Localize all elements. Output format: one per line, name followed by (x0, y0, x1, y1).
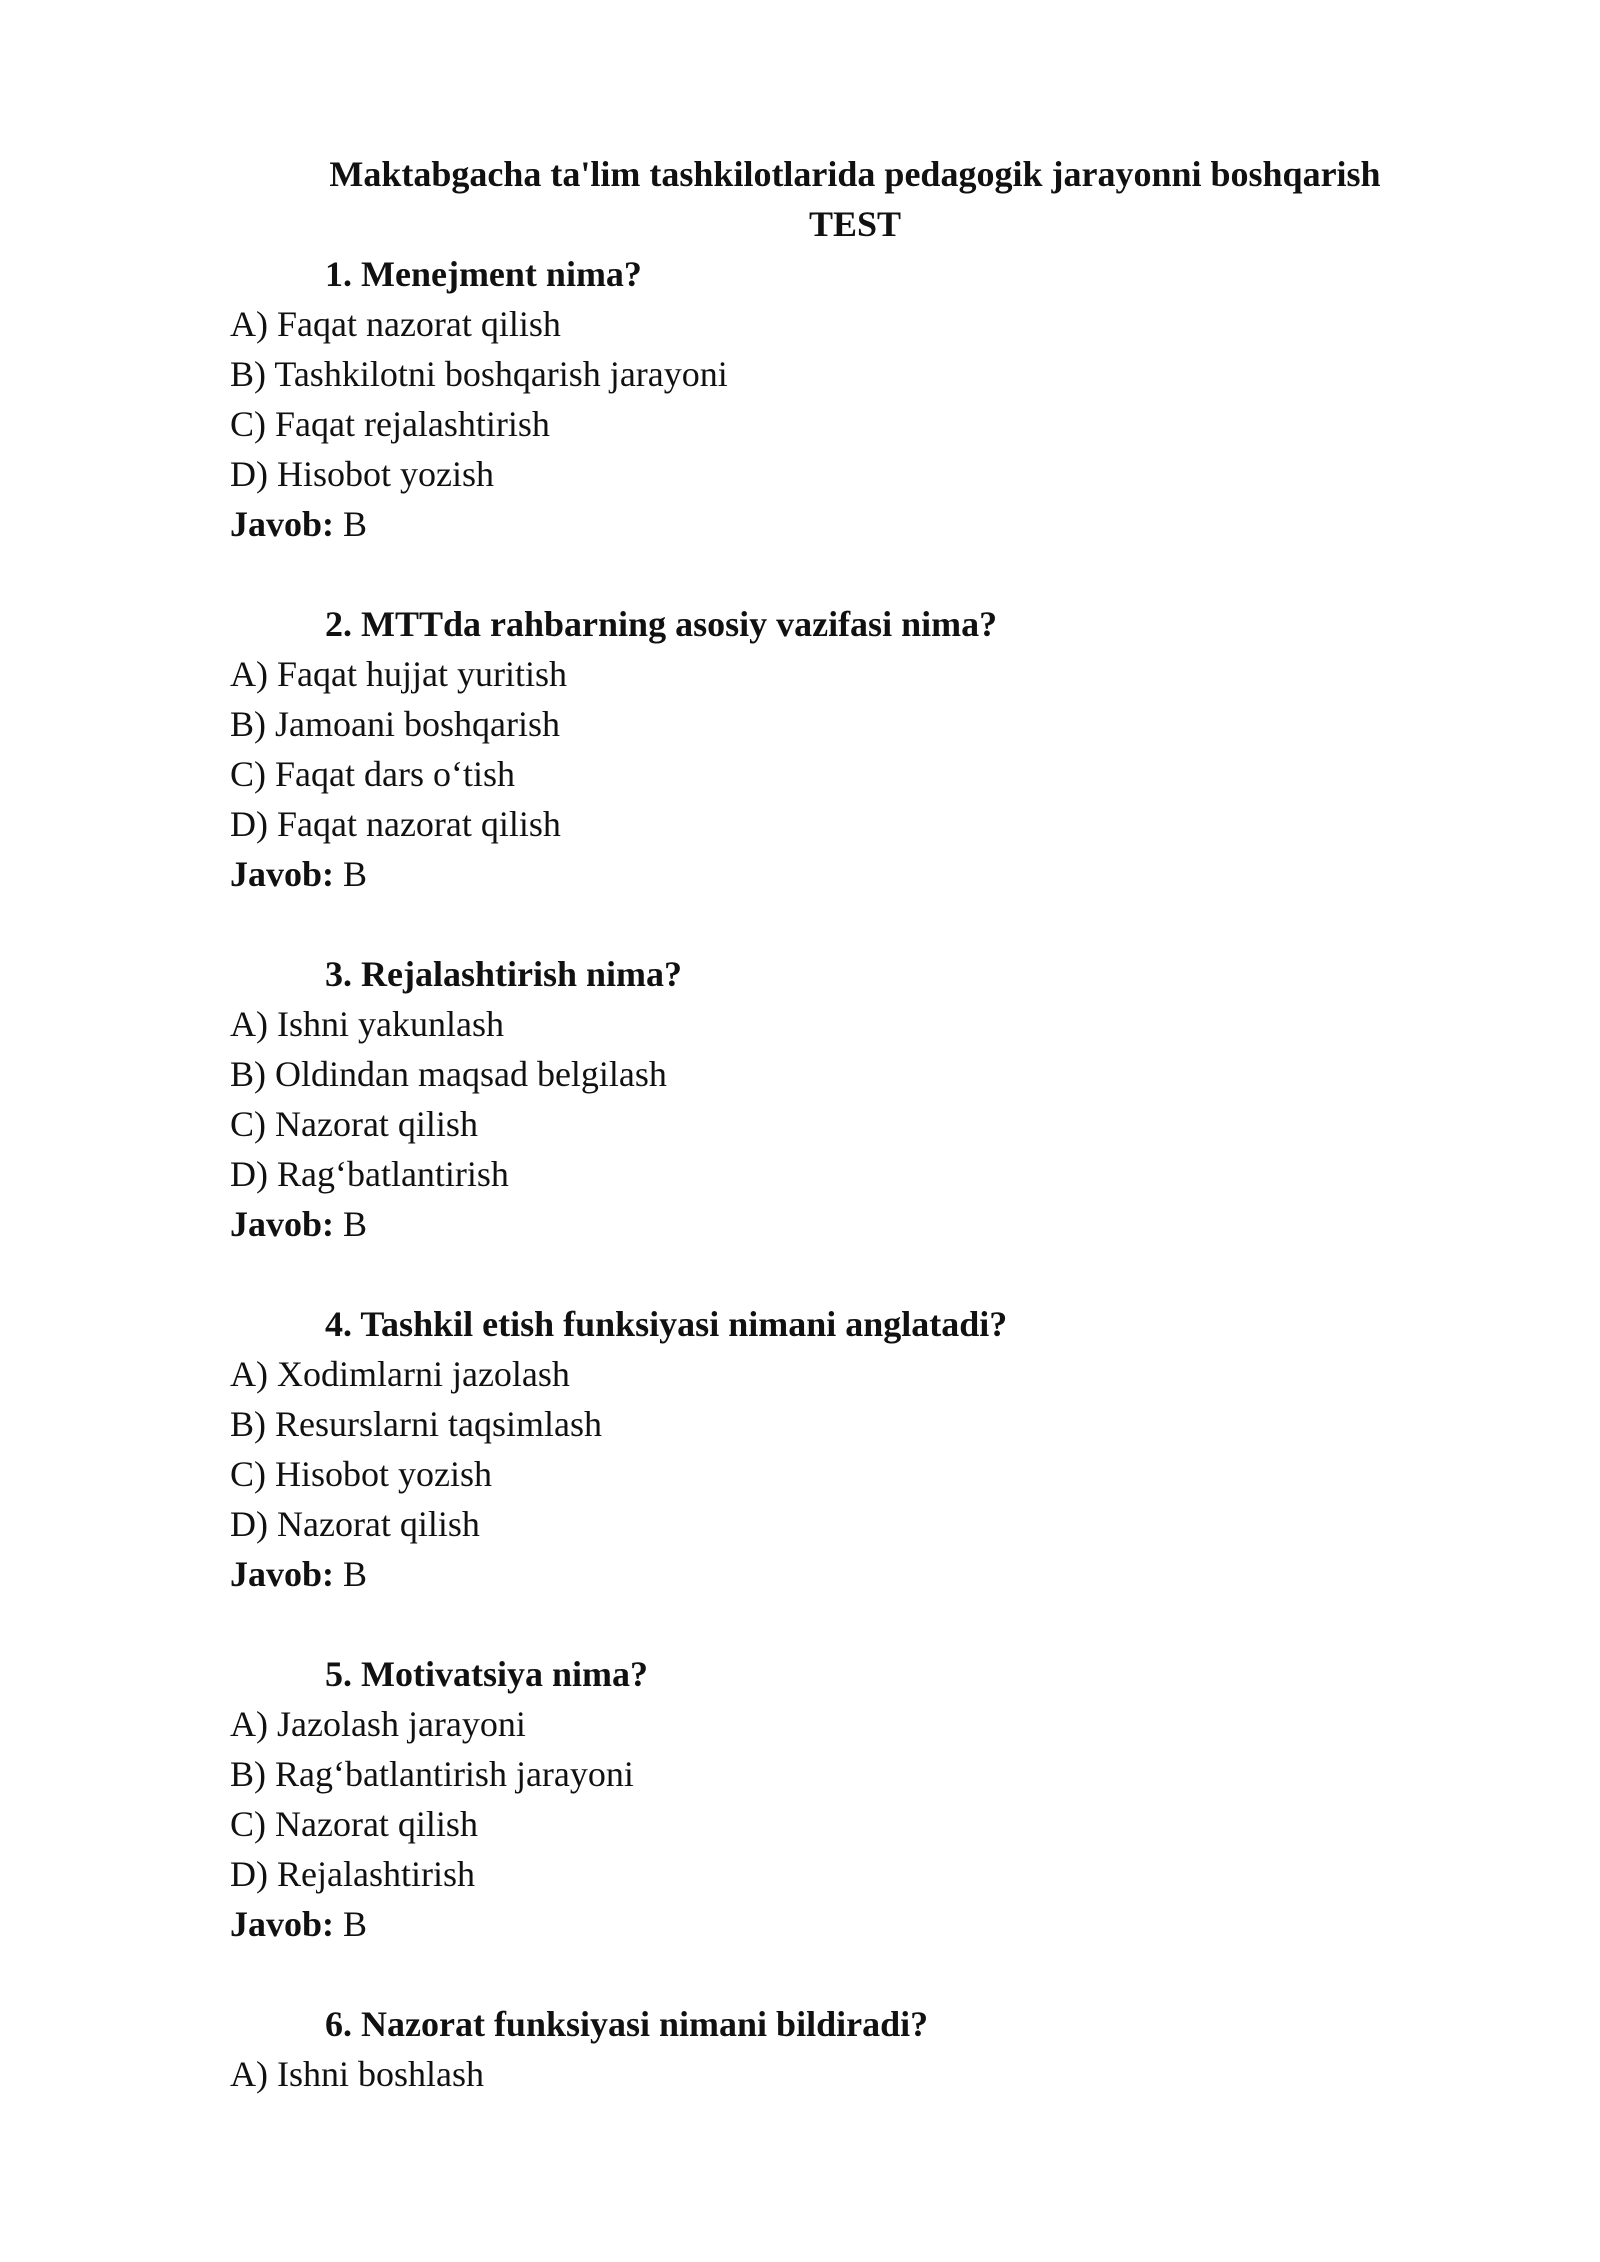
question-text: 5. Motivatsiya nima? (325, 1654, 648, 1694)
answer-label: Javob: (230, 1904, 335, 1944)
question-block (0, 949, 1600, 1249)
question-text: 1. Menejment nima? (325, 254, 642, 294)
answer-option: B) Rag‘batlantirish jarayoni (230, 1754, 634, 1794)
answer-option: A) Jazolash jarayoni (230, 1704, 526, 1744)
question-text: 3. Rejalashtirish nima? (325, 954, 683, 994)
answer-option: A) Ishni yakunlash (230, 1004, 504, 1044)
answer-label: Javob: (230, 504, 335, 544)
answer-line (230, 1899, 1600, 1949)
answer-option: B) Tashkilotni boshqarish jarayoni (230, 354, 728, 394)
answer-option: D) Nazorat qilish (230, 1504, 480, 1544)
answer-line (230, 1199, 1600, 1249)
answer-option: D) Hisobot yozish (230, 454, 494, 494)
question-text: 2. MTTda rahbarning asosiy vazifasi nima? (325, 604, 998, 644)
answer-value: B (343, 504, 368, 544)
answer-option: C) Nazorat qilish (230, 1104, 478, 1144)
answer-option: C) Faqat rejalashtirish (230, 404, 550, 444)
question-block (0, 249, 1600, 549)
question-block (0, 1649, 1600, 1949)
answer-value: B (343, 854, 368, 894)
question-text: 6. Nazorat funksiyasi nimani bildiradi? (325, 2004, 929, 2044)
question-text: 4. Tashkil etish funksiyasi nimani anglatadi? (325, 1304, 1008, 1344)
answer-line (230, 499, 1600, 549)
answer-label: Javob: (230, 854, 335, 894)
question-block (0, 1999, 1600, 2099)
answer-option: C) Hisobot yozish (230, 1454, 493, 1494)
answer-option: D) Rejalashtirish (230, 1854, 475, 1894)
answer-option: A) Xodimlarni jazolash (230, 1354, 570, 1394)
answer-line (230, 1549, 1600, 1599)
answer-option: D) Faqat nazorat qilish (230, 804, 561, 844)
answer-option: A) Faqat nazorat qilish (230, 304, 561, 344)
answer-option: D) Rag‘batlantirish (230, 1154, 509, 1194)
answer-option: C) Nazorat qilish (230, 1804, 478, 1844)
answer-option: C) Faqat dars o‘tish (230, 754, 515, 794)
answer-value: B (343, 1554, 368, 1594)
answer-label: Javob: (230, 1204, 335, 1244)
document-subtitle: TEST (808, 204, 902, 244)
answer-value: B (343, 1904, 368, 1944)
document-title: Maktabgacha ta'lim tashkilotlarida pedagogik jarayonni boshqarish (329, 154, 1381, 194)
answer-line (230, 849, 1600, 899)
question-block (0, 1299, 1600, 1599)
answer-option: A) Ishni boshlash (230, 2054, 484, 2094)
answer-option: B) Oldindan maqsad belgilash (230, 1054, 667, 1094)
question-block (0, 599, 1600, 899)
answer-label: Javob: (230, 1554, 335, 1594)
answer-option: A) Faqat hujjat yuritish (230, 654, 567, 694)
answer-option: B) Resurslarni taqsimlash (230, 1404, 602, 1444)
answer-option: B) Jamoani boshqarish (230, 704, 560, 744)
answer-value: B (343, 1204, 368, 1244)
